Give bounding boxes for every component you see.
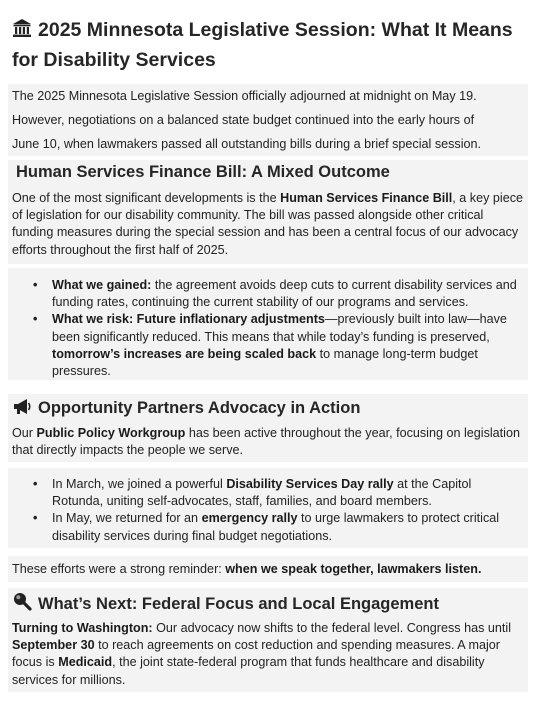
section2-heading: Opportunity Partners Advocacy in Action [12, 397, 360, 421]
section1-paragraph: One of the most significant developments is the Human Services Finance Bill, a key piece of legislation for our disability community. The bill was passed alongside other critical funding measures during the special session and has been a central focus of our advocacy efforts throughout the first half of 2025. [12, 191, 524, 257]
section3-paragraph: Turning to Washington: Our advocacy now shifts to the federal level. Congress has until September 30 to reach agreements on cost reduction and spending measures. A major focus is Medicaid, the joint state-federal program that funds healthcare and disability services for millions. [12, 621, 511, 687]
section3-heading: What’s Next: Federal Focus and Local Engagement [12, 591, 439, 617]
megaphone-icon [12, 397, 32, 421]
page-title: 2025 Minnesota Legislative Session: What It Means for Disability Services [12, 19, 513, 71]
section1-heading: Human Services Finance Bill: A Mixed Outcome [16, 163, 390, 181]
list-item: • What we gained: the agreement avoids deep cuts to current disability services and funding rates, continuing the current stability of our programs and services. [33, 277, 523, 311]
intro-paragraph: The 2025 Minnesota Legislative Session officially adjourned at midnight on May 19. However, negotiations on a balanced state budget continued into the early hours of June 10, when lawmakers passed all outstanding bills during a brief special session. [12, 89, 482, 151]
magnifier-icon [12, 591, 32, 617]
list-item: • In March, we joined a powerful Disability Services Day rally at the Capitol Rotunda, uniting self-advocates, staff, families, and board members. [33, 476, 523, 510]
government-building-icon [12, 18, 32, 46]
section1-bullet-list [33, 277, 523, 380]
section2-bullet-list [33, 476, 523, 545]
list-item: • What we risk: Future inflationary adjustments—previously built into law—have been significantly reduced. This means that while today’s funding is preserved, tomorrow’s increases are being scaled back to manage long-term budget pressures. [33, 311, 523, 380]
section2-closing: These efforts were a strong reminder: when we speak together, lawmakers listen. [12, 562, 482, 576]
section2-paragraph: Our Public Policy Workgroup has been active throughout the year, focusing on legislation that directly impacts the people we serve. [12, 426, 520, 458]
list-item: • In May, we returned for an emergency rally to urge lawmakers to protect critical disability services during final budget negotiations. [33, 510, 523, 544]
